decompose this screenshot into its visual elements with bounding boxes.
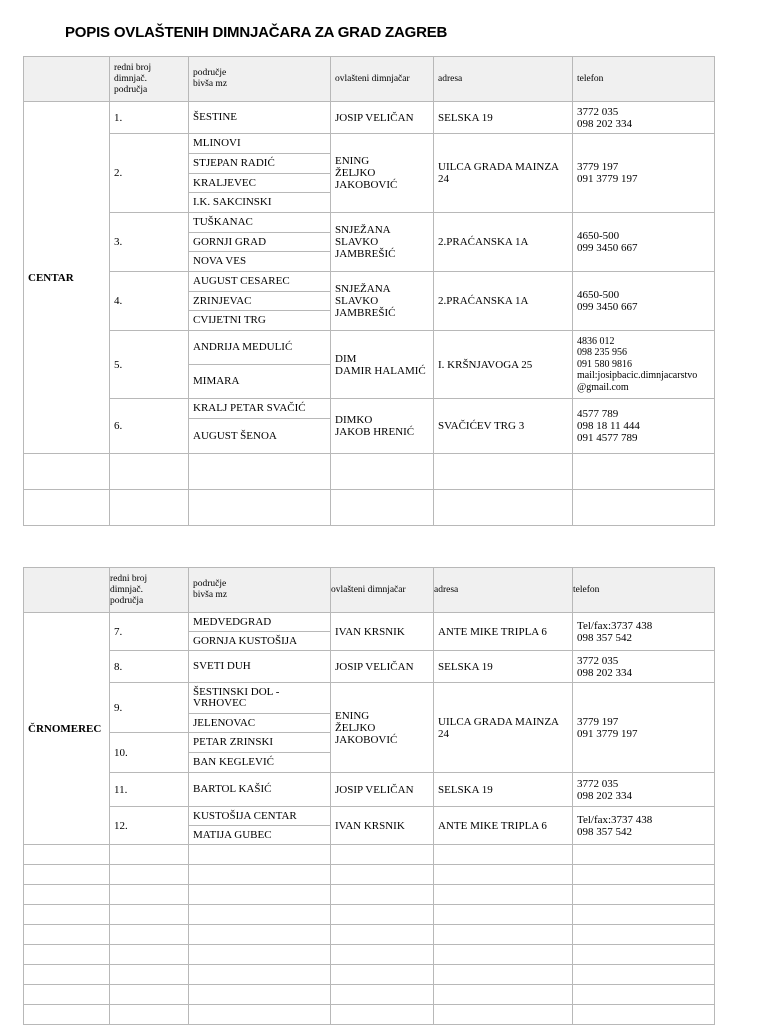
- header-phone: telefon: [573, 57, 715, 102]
- address-cell: SELSKA 19: [434, 102, 573, 134]
- area-item: SVETI DUH: [193, 660, 251, 672]
- sweep-cell: DIMKO JAKOB HRENIĆ: [331, 399, 434, 454]
- area-cell: [189, 651, 331, 683]
- empty-row: [24, 1005, 715, 1025]
- address-cell: SELSKA 19: [434, 773, 573, 807]
- area-cell: [189, 807, 331, 845]
- table-centar: [23, 56, 715, 526]
- sweep-cell: ENING ŽELJKO JAKOBOVIĆ: [331, 134, 434, 213]
- area-item: MLINOVI: [189, 134, 330, 154]
- empty-row: [24, 845, 715, 865]
- area-item: MEDVEDGRAD: [189, 613, 330, 632]
- header-address: adresa: [434, 568, 573, 613]
- area-item: KRALJ PETAR SVAČIĆ: [189, 399, 330, 419]
- header-address: adresa: [434, 57, 573, 102]
- table-row: [24, 272, 715, 331]
- address-cell: 2.PRAĆANSKA 1A: [434, 213, 573, 272]
- area-cell: [189, 733, 331, 773]
- table-row: [24, 102, 715, 134]
- empty-row: [24, 490, 715, 526]
- area-item: ŠESTINSKI DOL - VRHOVEC: [189, 683, 330, 714]
- page-title: POPIS OVLAŠTENIH DIMNJAČARA ZA GRAD ZAGREB: [65, 24, 448, 41]
- table-header-row: [24, 568, 715, 613]
- area-item: ZRINJEVAC: [189, 292, 330, 311]
- area-item: BARTOL KAŠIĆ: [193, 783, 272, 795]
- area-item: GORNJA KUSTOŠIJA: [193, 634, 298, 647]
- row-num: 9.: [110, 683, 189, 733]
- empty-row: [24, 865, 715, 885]
- row-num: 2.: [110, 134, 189, 213]
- address-cell: ANTE MIKE TRIPLA 6: [434, 807, 573, 845]
- address-cell: 2.PRAĆANSKA 1A: [434, 272, 573, 331]
- phone-cell: 4650-500 099 3450 667: [573, 213, 715, 272]
- area-cell: [189, 213, 331, 272]
- table-row: [24, 331, 715, 399]
- header-num: redni broj dimnjač. područja: [110, 568, 189, 613]
- row-num: 7.: [110, 613, 189, 651]
- header-sweep: ovlašteni dimnjačar: [331, 57, 434, 102]
- header-area: područje bivša mz: [189, 57, 331, 102]
- header-district: [24, 568, 110, 613]
- empty-row: [24, 905, 715, 925]
- table-row: [24, 213, 715, 272]
- sweep-cell: JOSIP VELIČAN: [331, 651, 434, 683]
- area-item: BAN KEGLEVIĆ: [193, 756, 274, 768]
- row-num: 3.: [110, 213, 189, 272]
- area-cell: [189, 773, 331, 807]
- address-cell: UILCA GRADA MAINZA 24: [434, 683, 573, 773]
- header-phone: telefon: [573, 568, 715, 613]
- phone-cell: 3779 197 091 3779 197: [573, 683, 715, 773]
- row-num: 6.: [110, 399, 189, 454]
- empty-row: [24, 925, 715, 945]
- area-cell: [189, 613, 331, 651]
- empty-row: [24, 985, 715, 1005]
- area-item: AUGUST ŠENOA: [193, 429, 277, 442]
- row-num: 5.: [110, 331, 189, 399]
- area-item: KRALJEVEC: [189, 174, 330, 193]
- address-cell: I. KRŠNJAVOGA 25: [434, 331, 573, 399]
- table-row: [24, 651, 715, 683]
- area-cell: [189, 102, 331, 134]
- sweep-cell: JOSIP VELIČAN: [331, 773, 434, 807]
- row-num: 4.: [110, 272, 189, 331]
- table-row: [24, 613, 715, 651]
- row-num: 11.: [110, 773, 189, 807]
- district-cell: ČRNOMEREC: [24, 613, 110, 845]
- phone-cell: 4836 012 098 235 956 091 580 9816 mail:josipbacic.dimnjacarstvo @gmail.com: [573, 331, 715, 399]
- empty-row: [24, 885, 715, 905]
- sweep-cell: SNJEŽANA SLAVKO JAMBREŠIĆ: [331, 213, 434, 272]
- area-cell: [189, 331, 331, 399]
- sweep-cell: IVAN KRSNIK: [331, 613, 434, 651]
- area-item: ANDRIJA MEDULIĆ: [189, 331, 330, 365]
- area-item: KUSTOŠIJA CENTAR: [189, 807, 330, 826]
- row-num: 1.: [110, 102, 189, 134]
- empty-row: [24, 454, 715, 490]
- area-item: ŠESTINE: [193, 111, 237, 123]
- sweep-cell: IVAN KRSNIK: [331, 807, 434, 845]
- area-item: NOVA VES: [193, 255, 247, 267]
- header-sweep: ovlašteni dimnjačar: [331, 568, 434, 613]
- row-num: 10.: [110, 733, 189, 773]
- table-row: [24, 399, 715, 454]
- row-num: 8.: [110, 651, 189, 683]
- phone-cell: 3772 035 098 202 334: [573, 651, 715, 683]
- phone-cell: Tel/fax:3737 438 098 357 542: [573, 807, 715, 845]
- table-header-row: [24, 57, 715, 102]
- area-cell: [189, 134, 331, 213]
- table-row: [24, 683, 715, 733]
- district-cell: CENTAR: [24, 102, 110, 454]
- row-num: 12.: [110, 807, 189, 845]
- address-cell: ANTE MIKE TRIPLA 6: [434, 613, 573, 651]
- table-crnomerec: [23, 567, 715, 1025]
- area-cell: [189, 683, 331, 733]
- phone-cell: 3772 035 098 202 334: [573, 773, 715, 807]
- area-item: GORNJI GRAD: [189, 233, 330, 252]
- header-num: redni broj dimnjač. područja: [110, 57, 189, 102]
- area-item: JELENOVAC: [193, 716, 256, 729]
- area-item: STJEPAN RADIĆ: [189, 154, 330, 174]
- sweep-cell: DIM DAMIR HALAMIĆ: [331, 331, 434, 399]
- phone-cell: 3772 035 098 202 334: [573, 102, 715, 134]
- area-item: TUŠKANAC: [189, 213, 330, 233]
- header-area: područje bivša mz: [189, 568, 331, 613]
- area-cell: [189, 272, 331, 331]
- sweep-cell: ENING ŽELJKO JAKOBOVIĆ: [331, 683, 434, 773]
- address-cell: UILCA GRADA MAINZA 24: [434, 134, 573, 213]
- empty-row: [24, 945, 715, 965]
- table-row: [24, 773, 715, 807]
- address-cell: SELSKA 19: [434, 651, 573, 683]
- phone-cell: 3779 197 091 3779 197: [573, 134, 715, 213]
- empty-row: [24, 965, 715, 985]
- address-cell: SVAČIĆEV TRG 3: [434, 399, 573, 454]
- area-cell: [189, 399, 331, 454]
- area-item: MATIJA GUBEC: [193, 828, 272, 841]
- area-item: MIMARA: [193, 375, 240, 387]
- sweep-cell: JOSIP VELIČAN: [331, 102, 434, 134]
- area-item: PETAR ZRINSKI: [189, 733, 330, 753]
- phone-cell: Tel/fax:3737 438 098 357 542: [573, 613, 715, 651]
- area-item: I.K. SAKCINSKI: [193, 196, 272, 208]
- area-item: AUGUST CESAREC: [189, 272, 330, 292]
- table-row: [24, 134, 715, 213]
- phone-cell: 4650-500 099 3450 667: [573, 272, 715, 331]
- phone-cell: 4577 789 098 18 11 444 091 4577 789: [573, 399, 715, 454]
- table-row: [24, 807, 715, 845]
- header-district: [24, 57, 110, 102]
- area-item: CVIJETNI TRG: [193, 314, 266, 326]
- sweep-cell: SNJEŽANA SLAVKO JAMBREŠIĆ: [331, 272, 434, 331]
